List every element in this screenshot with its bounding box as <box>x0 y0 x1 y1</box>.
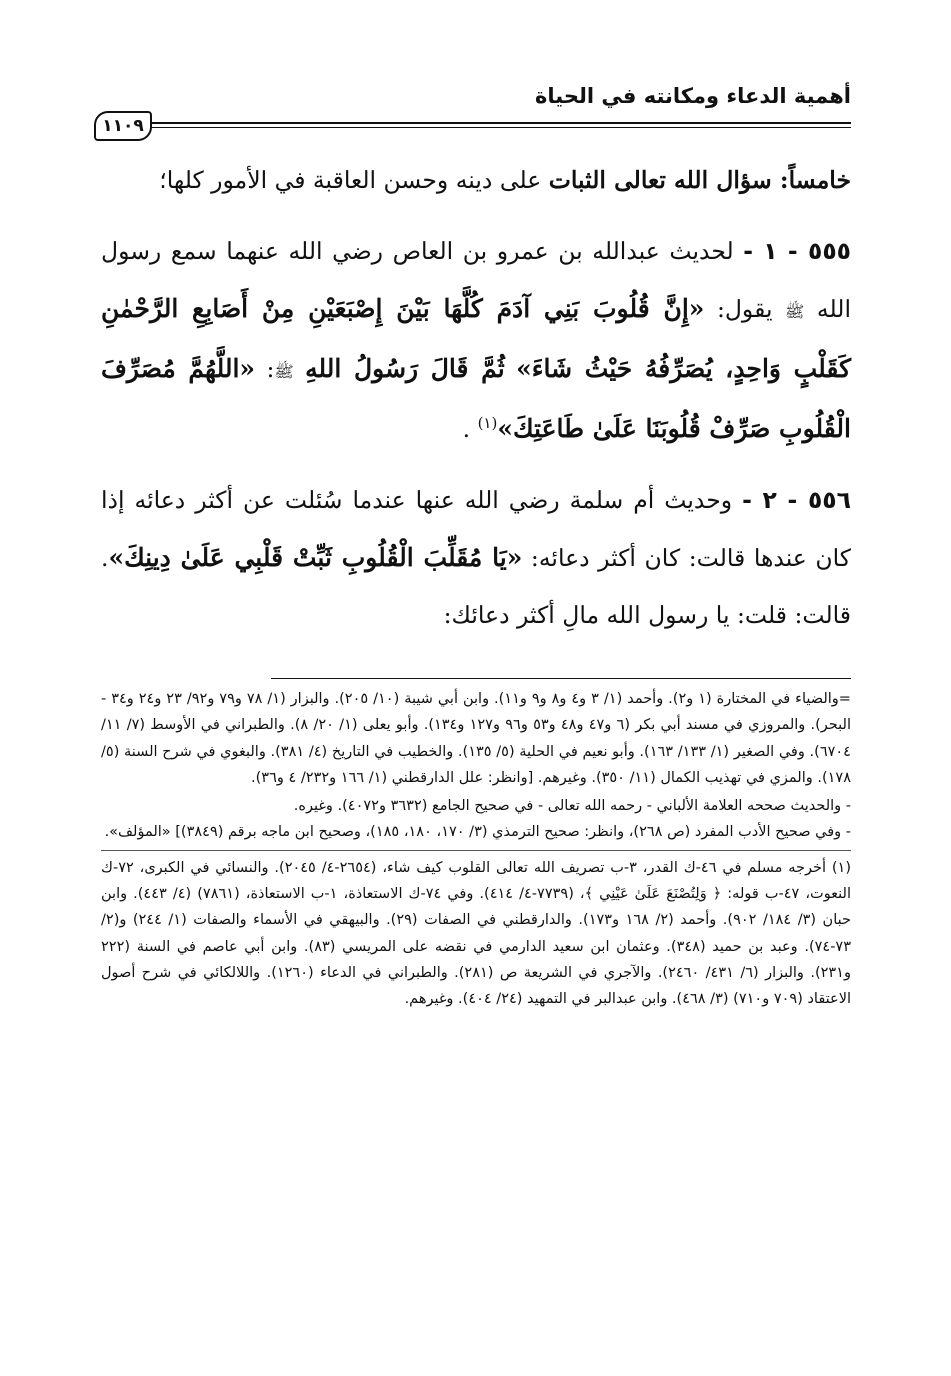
footnote-separator <box>271 678 851 679</box>
page-number: ١١٠٩ <box>94 111 152 141</box>
footnote-ref-1: (١) <box>477 414 498 433</box>
hadith-555-end: . <box>462 415 471 443</box>
section-heading: خامساً: سؤال الله تعالى الثبات <box>548 166 851 194</box>
hadith-555-intro: لحديث عبدالله بن عمرو بن العاص رضي الله عنهما سمع رسول الله <box>101 237 851 323</box>
hadith-556-text-2: . قالت: قلت: يا رسول الله مالِ أكثر دعائك: <box>101 544 851 629</box>
hadith-556-paragraph <box>101 472 851 644</box>
header-rule-thin <box>148 127 851 128</box>
footnote-divider <box>101 850 851 851</box>
hadith-555-says: يقول: <box>716 295 773 323</box>
main-text <box>101 152 851 644</box>
footnote-continued: =والضياء في المختارة (١ و٢). وأحمد (١/ ٣ و٤ و٨ و٩ و١١). وابن أبي شيبة (١٠/ ٢٠٥). والبزار (١/ ٧٨ و٧٩ و٩٢/ ٢٣ و٢٤ و٣٤ - البحر). والمروزي في مسند أبي بكر (٦ و٤٧ و٤٨ و٥٣ و٩٦ و١٢٧ و١٣٤). وأبو يعلى (١/ ٢٠/ ٨). والطبراني في الأوسط (٧/ ١١/ ٦٧٠٤). وفي الصغير (١/ ١٣٣/ ١٦٣). وأبو نعيم في الحلية (٥/ ١٣٥). والخطيب في التاريخ (٤/ ٣٨١). والبغوي في شرح السنة (٥/ ١٧٨). والمزي في تهذيب الكمال (١١/ ٣٥٠). وغيرهم. [وانظر: علل الدارقطني (١/ ١٦٦ و٢٣٢/ ٤ و٣٦). <box>101 691 851 786</box>
hadith-556-quote: «يَا مُقَلِّبَ الْقُلُوبِ ثَبِّتْ قَلْبِي عَلَىٰ دِينِكَ» <box>108 543 523 572</box>
section-heading-paragraph <box>101 152 851 209</box>
section-heading-rest: على دينه وحسن العاقبة في الأمور كلها؛ <box>159 166 542 194</box>
running-header-title: أهمية الدعاء ومكانته في الحياة <box>535 84 851 108</box>
hadith-555-paragraph: ٥٥٥ - ١ - لحديث عبدالله بن عمرو بن العاص رضي الله عنهما سمع رسول الله ﷺ يقول: «إِنَّ قُلُوبَ بَنِي آدَمَ كُلَّهَا بَيْنَ إِصْبَعَيْنِ مِنْ أَصَابِعِ الرَّحْمٰنِ كَقَلْبٍ وَاحِدٍ، يُصَرِّفُهُ حَيْثُ شَاءَ» ثُمَّ قَالَ رَسُولُ اللهِ ﷺ: «اللَّهُمَّ مُصَرِّفَ الْقُلُوبِ صَرِّفْ قُلُوبَنَا عَلَىٰ طَاعَتِكَ»$^{(١)}$ . <box>101 237 852 443</box>
footnote-grading-2: - وفي صحيح الأدب المفرد (ص ٢٦٨)، وانظر: صحيح الترمذي (٣/ ١٧٠، ١٨٠، ١٨٥)، وصحيح ابن ماجه برقم (٣٨٤٩)] «المؤلف». <box>104 824 851 841</box>
hadith-555-then: ثُمَّ قَالَ رَسُولُ اللهِ <box>305 354 505 383</box>
salla-symbol: ﷺ <box>785 302 805 321</box>
hadith-555-number: ٥٥٥ - ١ - <box>743 237 852 265</box>
hadith-555-quote-2: «اللَّهُمَّ مُصَرِّفَ الْقُلُوبِ صَرِّفْ قُلُوبَنَا عَلَىٰ طَاعَتِكَ» <box>101 354 851 443</box>
header-rule <box>148 122 851 124</box>
hadith-556-text-1: وحديث أم سلمة رضي الله عنها عندما سُئلت عن أكثر دعائه إذا كان عندها قالت: كان أكثر دعائه: <box>101 486 851 572</box>
hadith-555-quote-1: «إِنَّ قُلُوبَ بَنِي آدَمَ كُلَّهَا بَيْنَ إِصْبَعَيْنِ مِنْ أَصَابِعِ الرَّحْمٰنِ كَقَلْبٍ وَاحِدٍ، يُصَرِّفُهُ حَيْثُ شَاءَ» <box>101 294 851 383</box>
footnotes <box>101 686 851 1013</box>
hadith-556-number: ٥٥٦ - ٢ - <box>742 486 851 514</box>
footnote-1: (١) أخرجه مسلم في ٤٦-ك القدر، ٣-ب تصريف الله تعالى القلوب كيف شاء، (٢٦٥٤-٤/ ٢٠٤٥). والنسائي في الكبرى، ٧٢-ك النعوت، ٤٧-ب قوله: ﴿ وَلِتُصْنَعَ عَلَىٰ عَيْنِي ﴾، (٧٧٣٩-٤/ ٤١٤). وفي ٧٤-ك الاستعاذة، ١-ب الاستعاذة، (٧٨٦١) (٤/ ٤٤٣). وابن حبان (٣/ ١٨٤/ ٩٠٢). وأحمد (٢/ ١٦٨ و١٧٣). والدارقطني في الصفات (٢٩). والبيهقي في الأسماء والصفات (١/ ٢٤٤) و(٢/ ٧٣-٧٤). وعبد بن حميد (٣٤٨). وعثمان ابن سعيد الدارمي في نقضه على المريسي (٨٣). وابن أبي عاصم في السنة (٢٢٢ و٢٣١). والبزار (٦/ ٤٣١/ ٢٤٦٠). والآجري في الشريعة ص (٢٨١). والطبراني في الدعاء (١٢٦٠). واللالكائي في شرح أصول الاعتقاد (٧٠٩ و٧١٠) (٣/ ٤٦٨). وابن عبدالبر في التمهيد (٢٤/ ٤٠٤). وغيرهم. <box>101 859 851 1008</box>
salla-symbol-2: ﷺ <box>274 362 294 381</box>
footnote-grading-1: - والحديث صححه العلامة الألباني - رحمه الله تعالى - في صحيح الجامع (٣٦٣٢ و٤٠٧٢). وغيره. <box>293 798 851 815</box>
